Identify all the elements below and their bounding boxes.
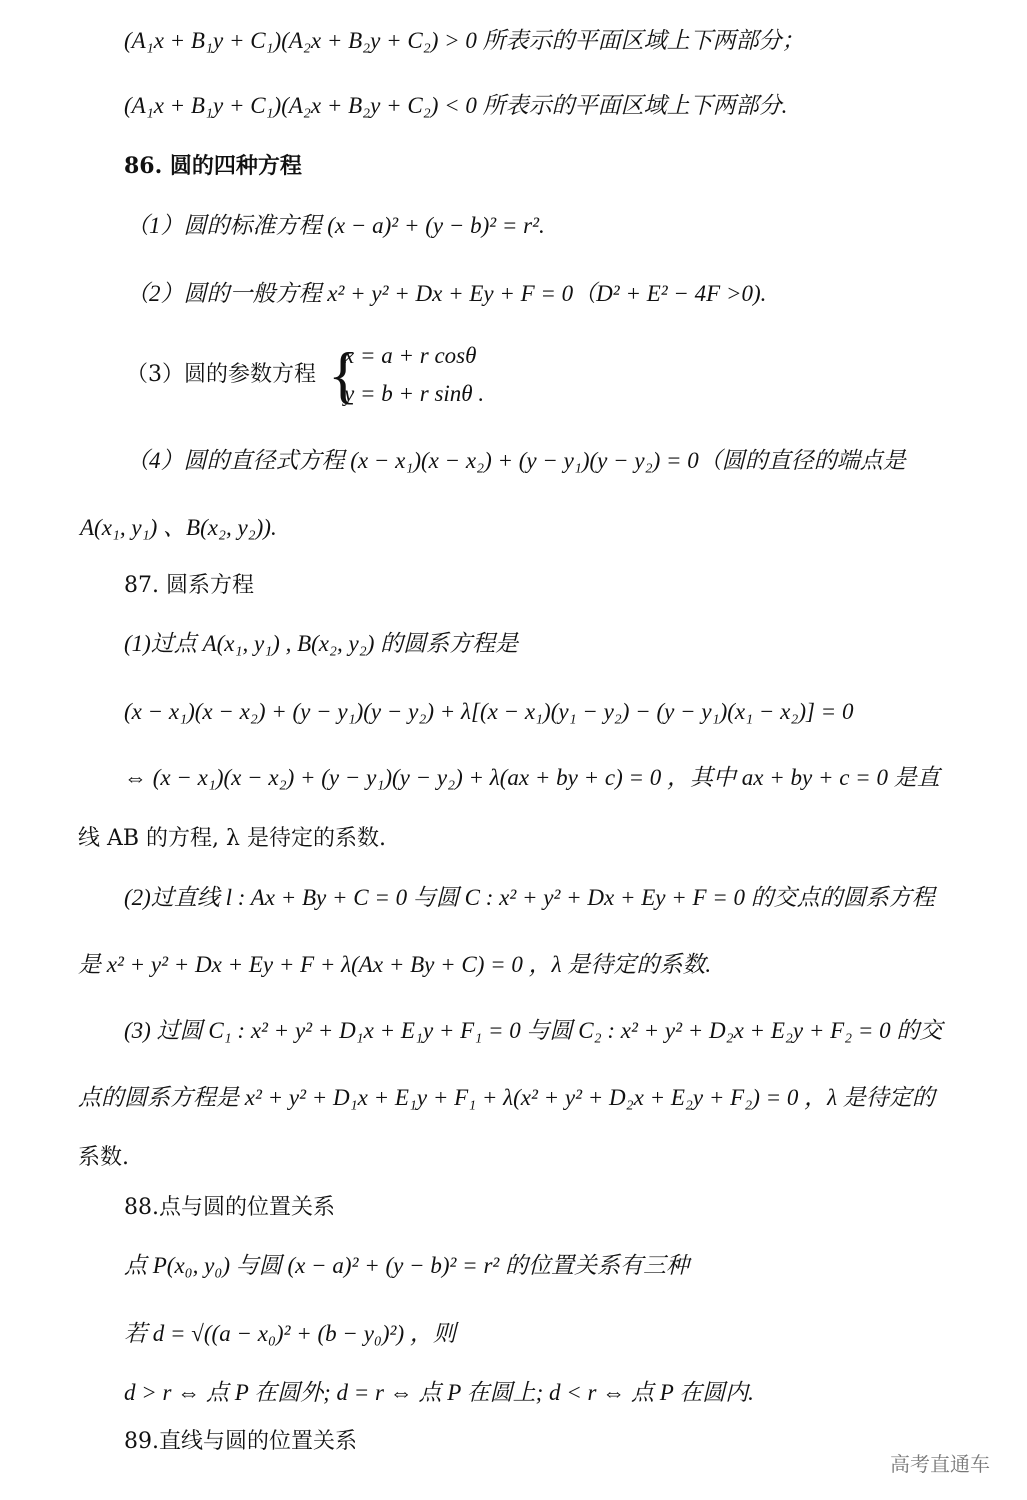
- section-heading-87: 87. 圆系方程: [124, 573, 254, 598]
- section-heading-86: 86. 圆的四种方程: [124, 153, 302, 179]
- text-line: ⇔ (x − x₁)(x − x₂) + (y − y₁)(y − y₂) + λ(ax + by + c) = 0 ，其中 ax + by + c = 0 是直: [124, 765, 940, 790]
- equation-line: x = a + r cosθ: [344, 343, 477, 368]
- text-line: （2）圆的一般方程 x² + y² + Dx + Ey + F = 0（D² + E² − 4F >0).: [126, 281, 767, 306]
- text-line: 点的圆系方程是 x² + y² + D₁x + E₁y + F₁ + λ(x² + y² + D₂x + E₂y + F₂) = 0 ，λ 是待定的: [78, 1085, 935, 1110]
- section-heading-88: 88.点与圆的位置关系: [124, 1195, 335, 1220]
- text-line: (A₁x + B₁y + C₁)(A₂x + B₂y + C₂) < 0 所表示的平面区域上下两部分.: [124, 93, 788, 118]
- equation-line: y = b + r sinθ .: [344, 381, 485, 406]
- text-line: （3）圆的参数方程: [126, 362, 316, 387]
- left-brace: {: [328, 339, 359, 410]
- text-line: A(x₁, y₁) 、B(x₂, y₂)).: [80, 515, 277, 540]
- text-line: (1)过点 A(x₁, y₁) , B(x₂, y₂) 的圆系方程是: [124, 631, 519, 656]
- text-line: （4）圆的直径式方程 (x − x₁)(x − x₂) + (y − y₁)(y − y₂) = 0（圆的直径的端点是: [126, 448, 906, 473]
- text-line: (2)过直线 l : Ax + By + C = 0 与圆 C : x² + y² + Dx + Ey + F = 0 的交点的圆系方程: [124, 885, 935, 910]
- text-line: 线 AB 的方程, λ 是待定的系数.: [78, 826, 386, 851]
- text-line: d > r ⇔ 点 P 在圆外; d = r ⇔ 点 P 在圆上; d < r ⇔ 点 P 在圆内.: [124, 1380, 754, 1405]
- text-line: (A₁x + B₁y + C₁)(A₂x + B₂y + C₂) > 0 所表示的平面区域上下两部分；: [124, 28, 805, 53]
- text-line: 是 x² + y² + Dx + Ey + F + λ(Ax + By + C) = 0 ，λ 是待定的系数.: [78, 952, 712, 977]
- text-line: (3) 过圆 C₁ : x² + y² + D₁x + E₁y + F₁ = 0 与圆 C₂ : x² + y² + D₂x + E₂y + F₂ = 0 的交: [124, 1018, 943, 1043]
- text-line: 点 P(x₀, y₀) 与圆 (x − a)² + (y − b)² = r² 的位置关系有三种: [124, 1253, 690, 1278]
- watermark: 高考直通车: [890, 1452, 990, 1476]
- text-line: 若 d = √((a − x₀)² + (b − y₀)²) ，则: [124, 1321, 456, 1346]
- equation-line: (x − x₁)(x − x₂) + (y − y₁)(y − y₂) + λ[(x − x₁)(y₁ − y₂) − (y − y₁)(x₁ − x₂)] = 0: [124, 699, 854, 724]
- text-line: 系数.: [78, 1145, 129, 1170]
- section-heading-89: 89.直线与圆的位置关系: [124, 1429, 357, 1454]
- text-line: （1）圆的标准方程 (x − a)² + (y − b)² = r².: [126, 213, 545, 238]
